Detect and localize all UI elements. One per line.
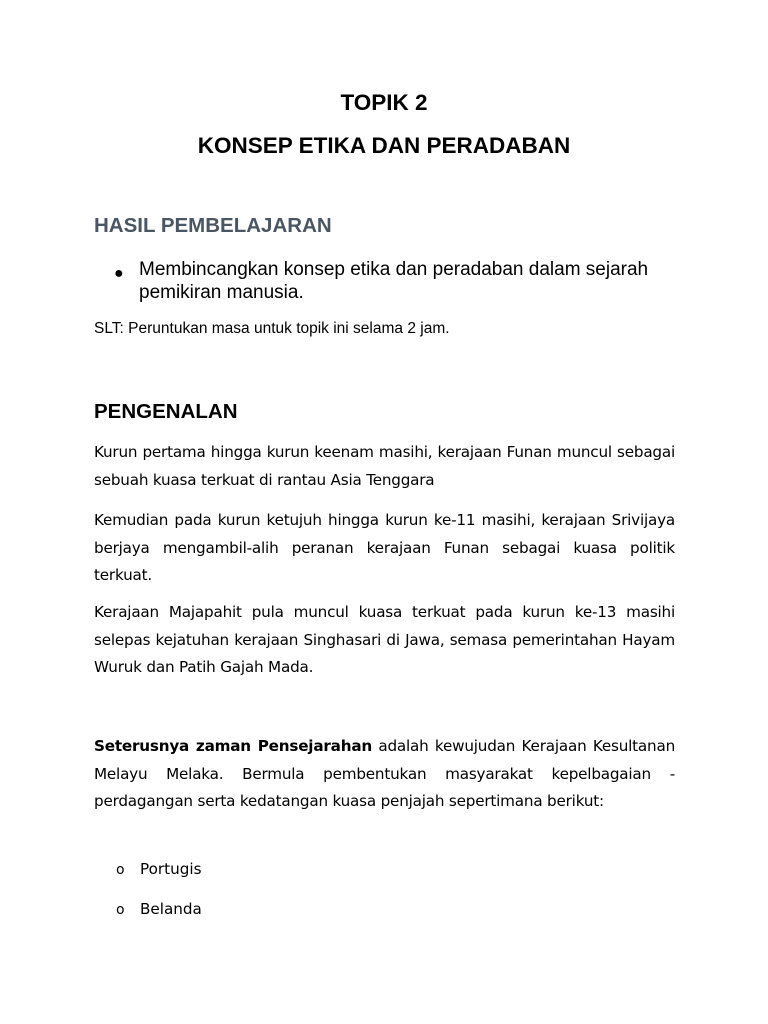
list-item-label: Belanda — [140, 900, 202, 918]
introduction-heading: PENGENALAN — [94, 400, 238, 423]
intro-paragraph-2: Kemudian pada kurun ketujuh hingga kurun ke-11 masihi, kerajaan Srivijaya berjaya mengambil-alih peranan kerajaan Funan sebagai kuasa politik terkuat. — [94, 511, 675, 585]
learning-outcomes-heading: HASIL PEMBELAJARAN — [94, 214, 332, 237]
intro-paragraph-4 — [94, 733, 675, 816]
list-item — [116, 897, 202, 922]
list-item-label: Portugis — [140, 860, 202, 878]
circle-bullet-icon: o — [116, 902, 125, 918]
paragraph-bold-lead: Seterusnya zaman Pensejarahan — [94, 737, 372, 755]
topic-title: KONSEP ETIKA DAN PERADABAN — [197, 133, 571, 158]
list-item — [116, 857, 202, 882]
circle-bullet-icon: o — [116, 862, 125, 878]
slt-note: SLT: Peruntukan masa untuk topik ini selama 2 jam. — [94, 320, 450, 337]
topic-number: TOPIK 2 — [340, 90, 428, 115]
intro-paragraph-3: Kerajaan Majapahit pula muncul kuasa terkuat pada kurun ke-13 masihi selepas kejatuhan kerajaan Singhasari di Jawa, semasa pemerintahan Hayam Wuruk dan Patih Gajah Mada. — [94, 603, 675, 677]
paragraph-body: adalah kewujudan Kerajaan Kesultanan Melayu Melaka. Bermula pembentukan masyarakat kepelbagaian - perdagangan serta kedatangan kuasa penjajah sepertimana berikut: — [94, 737, 675, 811]
intro-paragraph-1: Kurun pertama hingga kurun keenam masihi, kerajaan Funan muncul sebagai sebuah kuasa terkuat di rantau Asia Tenggara — [94, 443, 675, 489]
bullet-icon: ● — [114, 265, 124, 282]
learning-outcome-text: Membincangkan konsep etika dan peradaban dalam sejarah pemikiran manusia. — [139, 259, 649, 303]
